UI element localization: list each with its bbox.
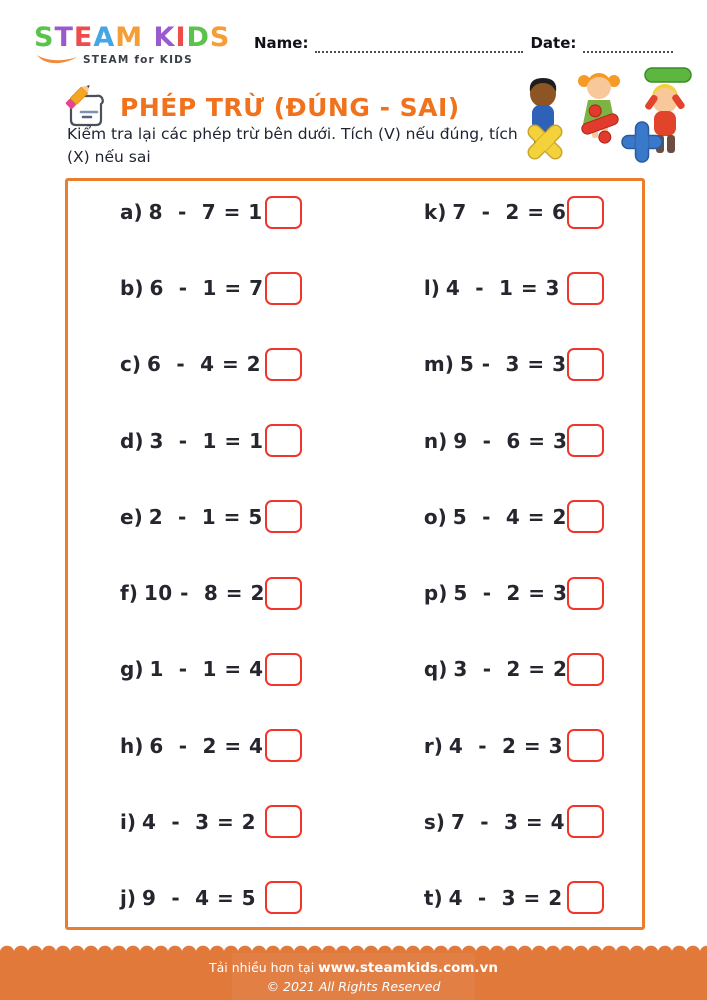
problem-row [68,576,358,610]
problem-label: g) [120,657,144,682]
problem-row [358,271,645,305]
answer-checkbox[interactable] [265,577,302,610]
problem-expression: 6 - 2 = 4 [149,733,264,758]
answer-checkbox[interactable] [567,653,604,686]
logo-letter: M [115,22,144,53]
answer-checkbox[interactable] [567,424,604,457]
problem-expression: 4 - 3 = 2 [142,809,257,834]
answer-checkbox[interactable] [567,272,604,305]
problem-label: m) [423,352,454,377]
answer-checkbox[interactable] [265,653,302,686]
logo-swoosh-icon [36,53,78,66]
problem-row [68,500,358,534]
problem-row [358,347,645,381]
footer-download-label: Tải nhiều hơn tại [209,960,319,975]
problem-label: d) [120,428,144,453]
logo-letter: S [34,22,55,53]
name-label: Name: [254,34,309,52]
problem-row [68,271,358,305]
problem-label: o) [423,504,447,529]
problem-label: l) [423,276,440,301]
logo-tagline: STEAM for KIDS [83,53,193,66]
footer-copyright: © 2021 All Rights Reserved [266,979,441,994]
problem-expression: 2 - 1 = 5 [148,504,263,529]
logo-letter: E [73,22,94,53]
problems-column-left [68,181,358,927]
problems-column-right [358,181,645,927]
kids-illustration [507,64,697,174]
problem-expression: 6 - 4 = 2 [147,352,262,377]
problem-label: t) [423,885,443,910]
problem-label: n) [423,428,448,453]
problem-row [358,881,645,915]
problem-row [68,805,358,839]
answer-checkbox[interactable] [265,881,302,914]
problem-expression: 5 - 3 = 3 [459,352,567,377]
answer-checkbox[interactable] [265,729,302,762]
problem-expression: 4 - 1 = 3 [445,276,560,301]
problem-label: p) [423,581,448,606]
problem-row [358,652,645,686]
answer-checkbox[interactable] [265,196,302,229]
problem-expression: 5 - 2 = 3 [453,581,568,606]
problem-row [358,576,645,610]
problem-row [68,881,358,915]
problem-expression: 7 - 2 = 6 [452,200,567,224]
problem-row [68,195,358,229]
worksheet-frame [65,178,645,930]
problem-row [358,424,645,458]
footer [0,953,707,1000]
problem-expression: 6 - 1 = 7 [149,276,264,301]
problem-row [358,729,645,763]
date-label: Date: [530,34,577,52]
problem-label: a) [120,200,143,224]
answer-checkbox[interactable] [567,196,604,229]
answer-checkbox[interactable] [265,348,302,381]
answer-checkbox[interactable] [567,729,604,762]
problem-expression: 3 - 1 = 1 [149,428,264,453]
problem-expression: 4 - 2 = 3 [448,733,563,758]
problem-label: f) [120,581,138,606]
problem-expression: 8 - 7 = 1 [148,200,263,224]
problem-expression: 4 - 3 = 2 [448,885,563,910]
problem-label: q) [423,657,448,682]
problem-expression: 1 - 1 = 4 [149,657,264,682]
footer-site-link[interactable]: www.steamkids.com.vn [318,960,498,976]
problem-row [68,729,358,763]
problem-label: h) [120,733,144,758]
answer-checkbox[interactable] [265,272,302,305]
name-field[interactable] [315,39,523,53]
problem-expression: 10 - 8 = 2 [143,581,265,606]
problem-label: r) [423,733,443,758]
logo-wordmark [34,24,230,51]
problem-row [358,500,645,534]
logo-letter: D [186,22,210,53]
problem-label: e) [120,504,143,529]
instructions-text: Kiểm tra lại các phép trừ bên dưới. Tích (V) nếu đúng, tích (X) nếu sai [67,125,518,167]
problem-label: s) [423,809,445,834]
steam-kids-logo [34,24,230,66]
problem-expression: 3 - 2 = 2 [453,657,568,682]
page-title: PHÉP TRỪ (ĐÚNG - SAI) [120,92,460,122]
answer-checkbox[interactable] [567,500,604,533]
answer-checkbox[interactable] [265,424,302,457]
logo-letter: S [209,22,231,53]
problem-row [68,347,358,381]
answer-checkbox[interactable] [567,348,604,381]
logo-letter: I [175,22,187,53]
problem-row [68,424,358,458]
date-field[interactable] [583,39,673,53]
name-date-row [254,34,673,53]
problem-expression: 9 - 4 = 5 [142,885,257,910]
answer-checkbox[interactable] [265,500,302,533]
problem-expression: 5 - 4 = 2 [452,504,567,529]
logo-letter: K [153,22,176,53]
problem-expression: 9 - 6 = 3 [453,428,568,453]
problem-expression: 7 - 3 = 4 [450,809,566,834]
problem-label: i) [120,809,136,834]
footer-scallop-edge [0,944,707,953]
problem-label: b) [120,276,144,301]
problem-label: k) [423,200,447,224]
answer-checkbox[interactable] [567,805,604,838]
problem-row [358,805,645,839]
problem-row [358,195,645,229]
problem-label: j) [120,885,136,910]
answer-checkbox[interactable] [265,805,302,838]
problem-label: c) [120,352,141,377]
logo-letter [143,22,153,53]
problem-row [68,652,358,686]
answer-checkbox[interactable] [567,577,604,610]
logo-letter: A [93,22,116,53]
footer-download-text [0,960,707,976]
answer-checkbox[interactable] [567,881,604,914]
logo-letter: T [54,22,74,53]
